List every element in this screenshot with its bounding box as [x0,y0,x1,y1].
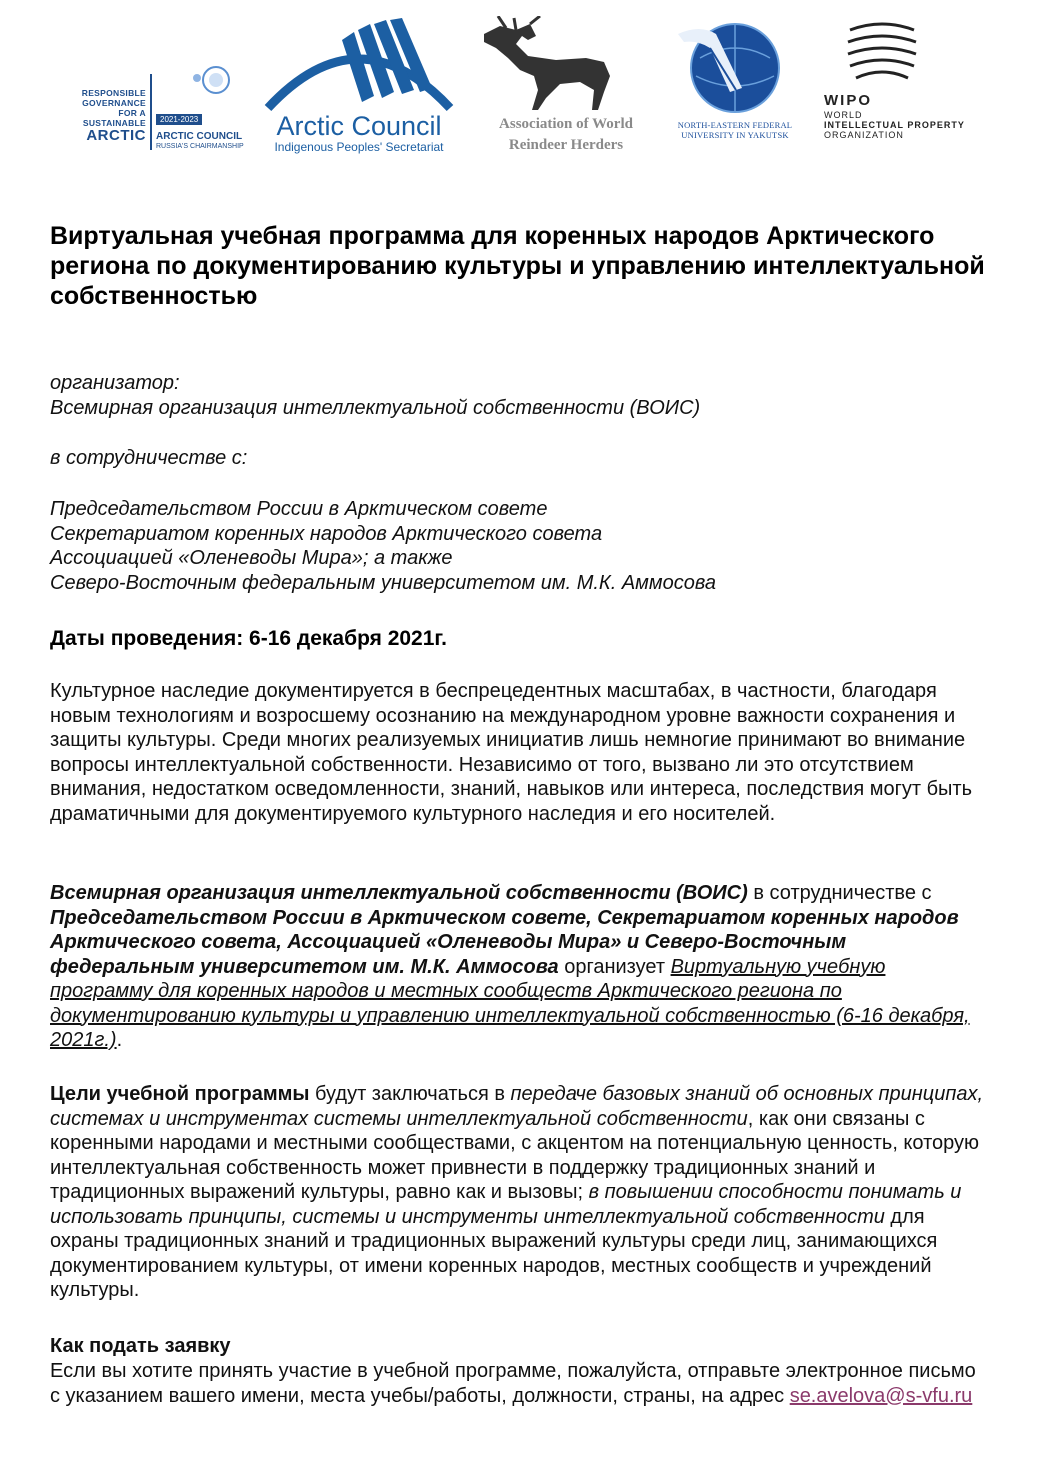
partners-list [50,497,990,595]
acips-subtitle: Indigenous Peoples' Secretariat [274,140,444,154]
partner-item: Председательством России в Арктическом совете [50,498,548,520]
arctic-council-arc-icon [258,16,460,112]
rga-chair: RUSSIA'S CHAIRMANSHIP [156,143,244,150]
reindeer-icon [476,16,656,112]
goals-paragraph: Цели учебной программы будут заключаться в передаче базовых знаний об основных принципах, системах и инструментах системы интеллектуальной собственности, как они связаны с коренными народами и местными сообществами, с акцентом на потенциальную ценность, которую интеллектуальная собственность может привнести в поддержку традиционных знаний и традиционных выражений культуры, равно как и вызовы; в повышении способности понимать и использовать принципы, системы и инструменты интеллектуальной собственности для охраны традиционных знаний и традиционных выражений культуры среди лиц, занимающихся документированием культуры, от имени коренных народов, местных сообществ и учреждений культуры. [50,1083,984,1301]
cooperation-label: в сотрудничестве с: [50,447,248,469]
email-link[interactable]: se.avelova@s-vfu.ru [789,1384,973,1407]
wipo-globe-icon [842,12,922,92]
awrh-name: Association of World Reindeer Herders [499,116,633,153]
rga-chairmanship-text [156,74,256,151]
arctic-council-ips-logo [258,16,460,156]
rga-divider [150,74,152,150]
partners-names: Председательством России в Арктическом совете, Секретариатом коренных народов Арктического совета, Ассоциацией «Оленеводы Мира» и Северо-Восточным федеральным университетом им. М.К. Аммосова [50,906,959,978]
organizer-block [50,371,990,420]
wipo-acronym: WIPO [824,92,872,109]
wipo-logo [822,12,1022,152]
nefu-globe-icon [670,18,800,118]
intro-paragraph: Культурное наследие документируется в беспрецедентных масштабах, в частности, благодаря новым технологиям и возросшему осознанию на международном уровне важности сохранения и защиты культуры. Среди многих реализуемых инициатив лишь немногие принимают во внимание вопросы интеллектуальной собственности. Независимо от того, вызвано ли это отсутствием внимания, недостатком осведомленности, знаний, навыков или интереса, последствия могут быть драматичными для документируемого культурного наследия и его носителей. [50,680,973,825]
nefu-logo [670,18,800,148]
wipo-name: Всемирная организация интеллектуальной собственности (ВОИС) [50,882,748,904]
partner-item: Ассоциацией «Оленеводы Мира»; а также [50,547,453,569]
program-title-link[interactable]: Виртуальную учебную программу для коренных народов и местных сообществ Арктического региона по документированию культуры и управлению интеллектуальной собственностью (6-16 декабря, 2021г.) [50,955,970,1051]
organizers-paragraph: Всемирная организация интеллектуальной собственности (ВОИС) в сотрудничестве с Председательством России в Арктическом совете, Секретариатом коренных народов Арктического совета, Ассоциацией «Оленеводы Мира» и Северо-Восточным федеральным университетом им. М.К. Аммосова организует Виртуальную учебную программу для коренных народов и местных сообществ Арктического региона по документированию культуры и управлению интеллектуальной собственностью (6-16 декабря, 2021г.). [50,882,970,1051]
organizer-label: организатор: [50,372,180,394]
apply-paragraph: Если вы хотите принять участие в учебной программе, пожалуйста, отправьте электронное письмо с указанием вашего имени, места учебы/работы, должности, страны, на адрес se.avelova@s-vfu.ru [50,1360,976,1407]
nefu-name: NORTH-EASTERN FEDERAL UNIVERSITY IN YAKUTSK [677,120,793,140]
rga-council: ARCTIC COUNCIL [156,131,243,142]
event-dates: Даты проведения: 6-16 декабря 2021г. [50,627,447,650]
reindeer-herders-logo [476,16,656,156]
wipo-fullname: WORLD INTELLECTUAL PROPERTY ORGANIZATION [824,110,965,140]
partner-item: Северо-Восточным федеральным университетом им. М.К. Аммосова [50,571,716,594]
partner-item: Секретариатом коренных народов Арктического совета [50,522,603,545]
rga-years: 2021-2023 [156,114,202,125]
russia-chairmanship-logo [56,60,256,160]
apply-heading: Как подать заявку [50,1335,231,1357]
acips-name: Arctic Council [276,111,442,141]
rga-wordmark: RESPONSIBLE GOVERNANCE FOR A SUSTAINABLE ARCTIC [81,88,146,144]
goals-lead: Цели учебной программы [50,1083,310,1105]
document-title: Виртуальная учебная программа для коренных народов Арктического региона по документированию культуры и управлению интеллектуальной собственностью [50,222,985,310]
organizer-name: Всемирная организация интеллектуальной собственности (ВОИС) [50,396,701,419]
partner-logos [0,0,1048,170]
